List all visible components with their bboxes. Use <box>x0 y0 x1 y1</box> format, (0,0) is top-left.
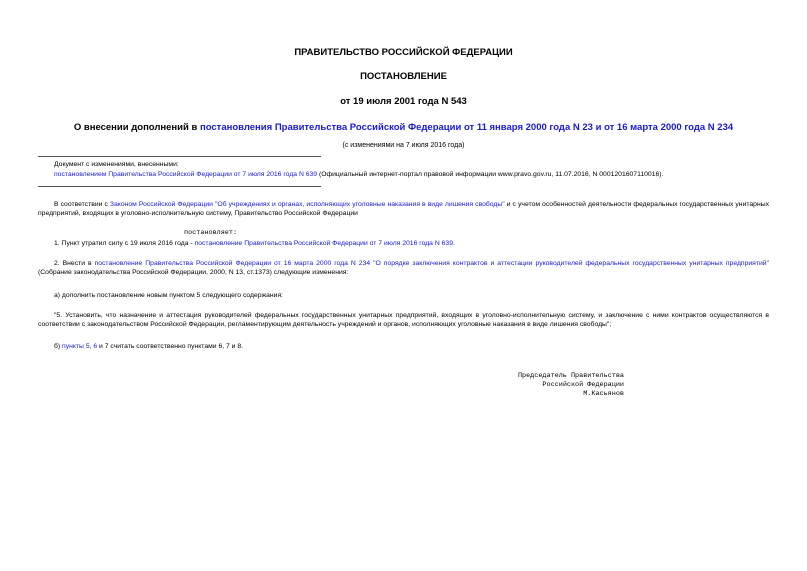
signature-line-2: Российской Федерации <box>542 381 624 389</box>
item-1-text: 1. Пункт утратил силу с 19 июля 2016 года - <box>54 240 195 247</box>
title-prefix: О внесении дополнений в <box>73 122 200 133</box>
date-number-heading: от 19 июля 2001 года N 543 <box>340 96 467 107</box>
doc-type-heading: ПОСТАНОВЛЕНИЕ <box>360 71 447 82</box>
changes-box-line1: Документ с изменениями, внесенными: <box>54 161 179 168</box>
preamble-prefix: В соответствии с <box>54 201 110 208</box>
preamble-paragraph <box>38 200 769 218</box>
item-b-mid: и 7 считать соответственно пунктами 6, 7 и 8. <box>97 343 244 350</box>
preamble-suffix: и с учетом особенностей деятельности федеральных государственных унитарных предприятий, входящих в уголовно-исполнительную систему, Правительство Российской Федерации <box>38 201 769 217</box>
amendment-note: (с изменениями на 7 июля 2016 года) <box>342 142 465 149</box>
item-2-link[interactable]: постановление Правительства Российской Федерации от 16 марта 2000 года N 234 "О порядке заключения контрактов и аттестации руководителей федеральных государственных унитарных предприятий" <box>94 260 769 267</box>
title-link[interactable]: постановления Правительства Российской Федерации от 11 января 2000 года N 23 и от 16 марта 2000 года N 234 <box>199 122 734 133</box>
signature-line-1: Председатель Правительства <box>517 372 624 380</box>
item-2-prefix: 2. Внести в <box>54 260 95 267</box>
item-b-prefix: б) <box>54 343 63 350</box>
signature-line-3: М.Касьянов <box>583 390 624 398</box>
changes-tail: (Официальный интернет-портал правовой информации www.pravo.gov.ru, 11.07.2016, N 0001201607110016). <box>317 171 664 178</box>
changes-link[interactable]: постановлением Правительства Российской Федерации от 7 июля 2016 года N 639 <box>54 171 318 178</box>
org-heading: ПРАВИТЕЛЬСТВО РОССИЙСКОЙ ФЕДЕРАЦИИ <box>294 47 513 58</box>
divider-top <box>38 156 321 157</box>
divider-bottom <box>38 186 321 187</box>
item-1-link[interactable]: постановление Правительства Российской Федерации от 7 июля 2016 года N 639 <box>194 240 453 247</box>
item-2 <box>38 259 769 277</box>
resolves-label: постановляет: <box>184 229 238 237</box>
item-a-quote: "5. Установить, что назначение и аттестация руководителей федеральных государственных унитарных предприятий, входящих в уголовно-исполнительную систему, и заключение с ними контрактов осуществляются в соответствии с законодательством Российской Федерации, регламентирующим деятельность учреждений и органов, исполняющих уголовные наказания в виде лишения свободы"; <box>38 312 769 328</box>
item-2-suffix: (Собрание законодательства Российской Федерации, 2000, N 13, ст.1373) следующие изменения: <box>38 269 349 276</box>
changes-box-line2 <box>54 170 774 179</box>
document-title <box>0 122 807 133</box>
item-1 <box>54 239 769 248</box>
preamble-law-link[interactable]: Законом Российской Федерации "Об учреждениях и органах, исполняющих уголовные наказания в виде лишения свободы" <box>109 201 505 208</box>
item-b <box>54 342 769 351</box>
signature-block <box>480 372 624 399</box>
item-b-link[interactable]: пункты 5, 6 <box>62 343 98 350</box>
item-1-end: . <box>452 240 455 247</box>
item-a: а) дополнить постановление новым пунктом 5 следующего содержания: <box>54 292 284 299</box>
